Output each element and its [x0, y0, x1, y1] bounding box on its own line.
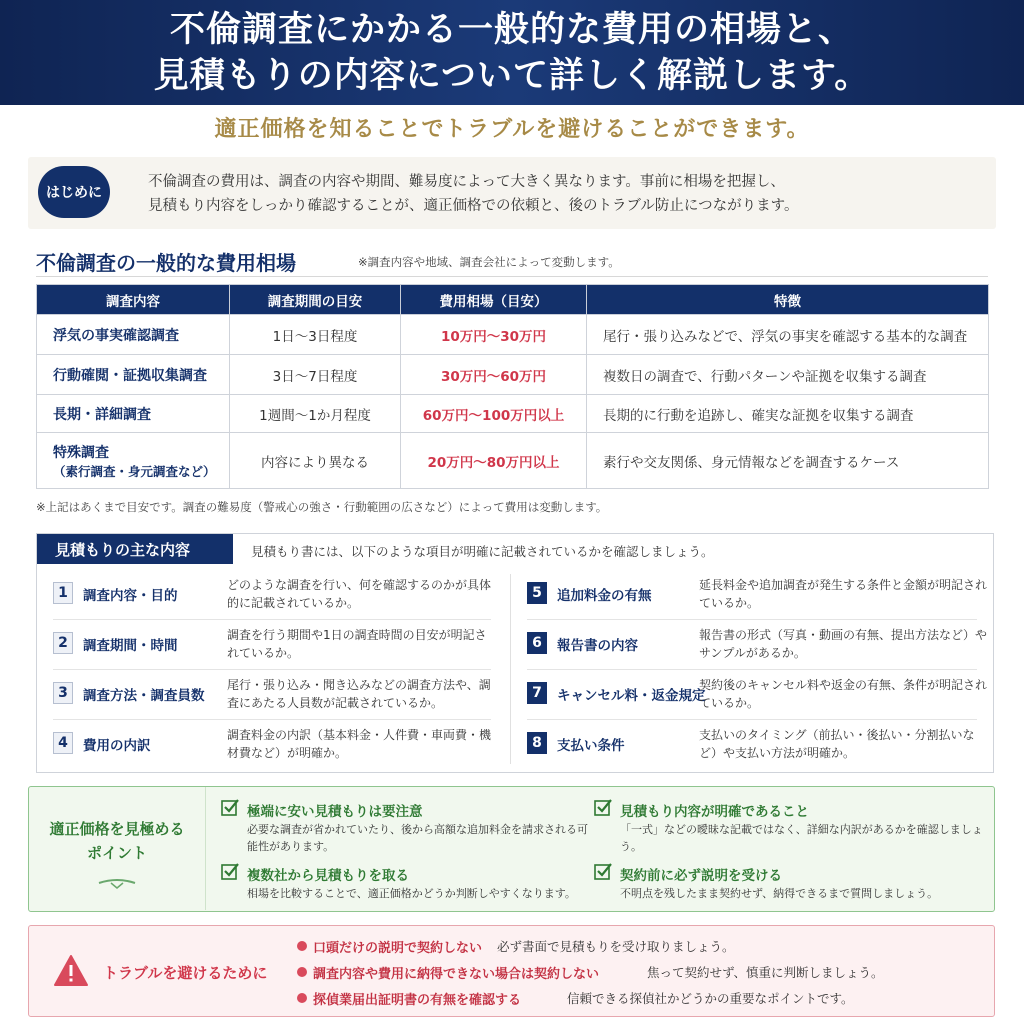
point-desc: 相場を比較することで、適正価格かどうか判断しやすくなります。 [247, 887, 576, 900]
item-number: 2 [53, 632, 73, 654]
item-label: 報告書の内容 [557, 638, 638, 654]
point-item [221, 799, 601, 853]
cell-feature: 素行や交友関係、身元情報などを調査するケース [587, 433, 989, 489]
item-desc: 調査を行う期間や1日の調査時間の目安が明記されているか。 [227, 628, 487, 660]
trouble-item-title: 探偵業届出証明書の有無を確認する [313, 993, 522, 1008]
point-item [221, 863, 601, 903]
item-number: 8 [527, 732, 547, 754]
cell-type: 浮気の事実確認調査 [37, 315, 230, 355]
item-label: キャンセル料・返金規定 [557, 688, 706, 704]
item-label: 追加料金の有無 [557, 588, 652, 604]
trouble-label: トラブルを避けるために [103, 964, 268, 982]
cell-type: 行動確閲・証拠収集調査 [37, 355, 230, 395]
table-row [37, 433, 989, 489]
point-title: 極端に安い見積もりは要注意 [247, 804, 423, 820]
trouble-item [297, 988, 977, 1008]
point-title: 見積もり内容が明確であること [620, 804, 809, 820]
trouble-item-desc: 必ず書面で見積もりを受け取りましょう。 [497, 939, 735, 954]
item-number: 5 [527, 582, 547, 604]
item-number: 1 [53, 582, 73, 604]
item-label: 支払い条件 [557, 738, 625, 754]
item-divider [527, 619, 977, 620]
trouble-item [297, 936, 977, 956]
cost-table [36, 284, 989, 489]
intro-badge: はじめに [38, 166, 110, 218]
points-heading [29, 787, 205, 910]
item-desc: 支払いのタイミング（前払い・後払い・分割払いなど）や支払い方法が明確か。 [699, 728, 975, 760]
ornament-icon [97, 877, 137, 889]
item-desc: どのような調査を行い、何を確認するのかが具体的に記載されているか。 [227, 578, 492, 610]
item-divider [53, 719, 491, 720]
item-number: 7 [527, 682, 547, 704]
intro-line-1: 不倫調査の費用は、調査の内容や期間、難易度によって大きく異なります。事前に相場を把握し、 [148, 174, 785, 190]
item-desc: 報告書の形式（写真・動画の有無、提出方法など）やサンプルがあるか。 [699, 628, 988, 660]
column-divider [510, 574, 511, 764]
check-icon [221, 799, 239, 817]
point-item [594, 799, 989, 853]
item-label: 調査期間・時間 [83, 638, 178, 654]
estimate-title: 見積もりの主な内容 [37, 534, 233, 564]
page-title-line-2: 見積もりの内容について詳しく解説します。 [153, 54, 871, 96]
price-points-box [28, 786, 995, 912]
item-label: 調査内容・目的 [83, 588, 178, 604]
estimate-box [36, 533, 994, 773]
trouble-item-desc: 信頼できる探偵社かどうかの重要なポイントです。 [567, 991, 854, 1006]
cell-price: 10万円〜30万円 [401, 315, 587, 355]
page-title-line-1: 不倫調査にかかる一般的な費用の相場と、 [169, 8, 854, 50]
column-header: 特徴 [587, 285, 989, 315]
trouble-item [297, 962, 977, 982]
bullet-dot-icon [297, 993, 307, 1003]
cell-period: 1日〜3日程度 [230, 315, 401, 355]
cell-period: 1週間〜1か月程度 [230, 395, 401, 433]
cell-type-sub: （素行調査・身元調査など） [53, 463, 216, 479]
table-header-row [37, 285, 989, 315]
table-row [37, 315, 989, 355]
item-desc: 調査料金の内訳（基本料金・人件費・車両費・機材費など）が明確か。 [227, 728, 492, 760]
column-header: 費用相場（目安） [401, 285, 587, 315]
intro-text [148, 170, 988, 218]
section-divider [36, 276, 988, 277]
cell-type-main: 特殊調査 [53, 444, 109, 461]
warning-icon [53, 954, 89, 988]
cost-section-title: 不倫調査の一般的な費用相場 [36, 251, 296, 275]
item-desc: 尾行・張り込み・聞き込みなどの調査方法や、調査にあたる人員数が記載されているか。 [227, 678, 491, 710]
table-row [37, 355, 989, 395]
item-desc: 延長料金や追加調査が発生する条件と金額が明記されているか。 [699, 578, 988, 610]
points-heading-line-1: 適正価格を見極める [49, 820, 185, 838]
point-item [594, 863, 989, 903]
column-header: 調査内容 [37, 285, 230, 315]
item-label: 調査方法・調査員数 [83, 688, 205, 704]
estimate-lead: 見積もり書には、以下のような項目が明確に記載されているかを確認しましょう。 [251, 544, 714, 559]
cell-period: 3日〜7日程度 [230, 355, 401, 395]
cell-period: 内容により異なる [230, 433, 401, 489]
points-divider [205, 787, 206, 910]
intro-box [28, 157, 996, 229]
table-footnote: ※上記はあくまで目安です。調査の難易度（警戒心の強さ・行動範囲の広さなど）によって費用は変動します。 [36, 500, 608, 514]
cell-price: 20万円〜80万円以上 [401, 433, 587, 489]
tagline: 適正価格を知ることでトラブルを避けることができます。 [214, 116, 810, 142]
cell-type [37, 433, 230, 489]
column-header: 調査期間の目安 [230, 285, 401, 315]
cell-price: 60万円〜100万円以上 [401, 395, 587, 433]
cell-feature: 長期的に行動を追跡し、確実な証拠を収集する調査 [587, 395, 989, 433]
cell-type: 長期・詳細調査 [37, 395, 230, 433]
cost-section-note: ※調査内容や地域、調査会社によって変動します。 [358, 255, 620, 269]
item-divider [527, 719, 977, 720]
item-label: 費用の内訳 [83, 738, 151, 754]
item-desc: 契約後のキャンセル料や返金の有無、条件が明記されているか。 [699, 678, 988, 710]
check-icon [221, 863, 239, 881]
point-desc: 「一式」などの曖昧な記載ではなく、詳細な内訳があるかを確認しましょう。 [620, 823, 983, 853]
cell-price: 30万円〜60万円 [401, 355, 587, 395]
item-divider [53, 669, 491, 670]
page-header [0, 0, 1024, 105]
intro-line-2: 見積もり内容をしっかり確認することが、適正価格での依頼と、後のトラブル防止につながります。 [148, 198, 799, 214]
cell-feature: 尾行・張り込みなどで、浮気の事実を確認する基本的な調査 [587, 315, 989, 355]
point-title: 契約前に必ず説明を受ける [620, 868, 782, 884]
trouble-item-title: 調査内容や費用に納得できない場合は契約しない [313, 967, 600, 982]
bullet-dot-icon [297, 941, 307, 951]
item-divider [53, 619, 491, 620]
point-title: 複数社から見積もりを取る [247, 868, 409, 884]
bullet-dot-icon [297, 967, 307, 977]
trouble-box [28, 925, 995, 1017]
trouble-item-desc: 焦って契約せず、慎重に判断しましょう。 [647, 965, 884, 980]
point-desc: 必要な調査が省かれていたり、後から高額な追加料金を請求される可能性があります。 [247, 823, 588, 853]
item-number: 4 [53, 732, 73, 754]
item-divider [527, 669, 977, 670]
points-heading-line-2: ポイント [86, 844, 147, 862]
cell-feature: 複数日の調査で、行動パターンや証拠を収集する調査 [587, 355, 989, 395]
check-icon [594, 799, 612, 817]
check-icon [594, 863, 612, 881]
item-number: 3 [53, 682, 73, 704]
table-row [37, 395, 989, 433]
item-number: 6 [527, 632, 547, 654]
trouble-item-title: 口頭だけの説明で契約しない [313, 941, 483, 956]
point-desc: 不明点を残したまま契約せず、納得できるまで質問しましょう。 [620, 887, 939, 900]
